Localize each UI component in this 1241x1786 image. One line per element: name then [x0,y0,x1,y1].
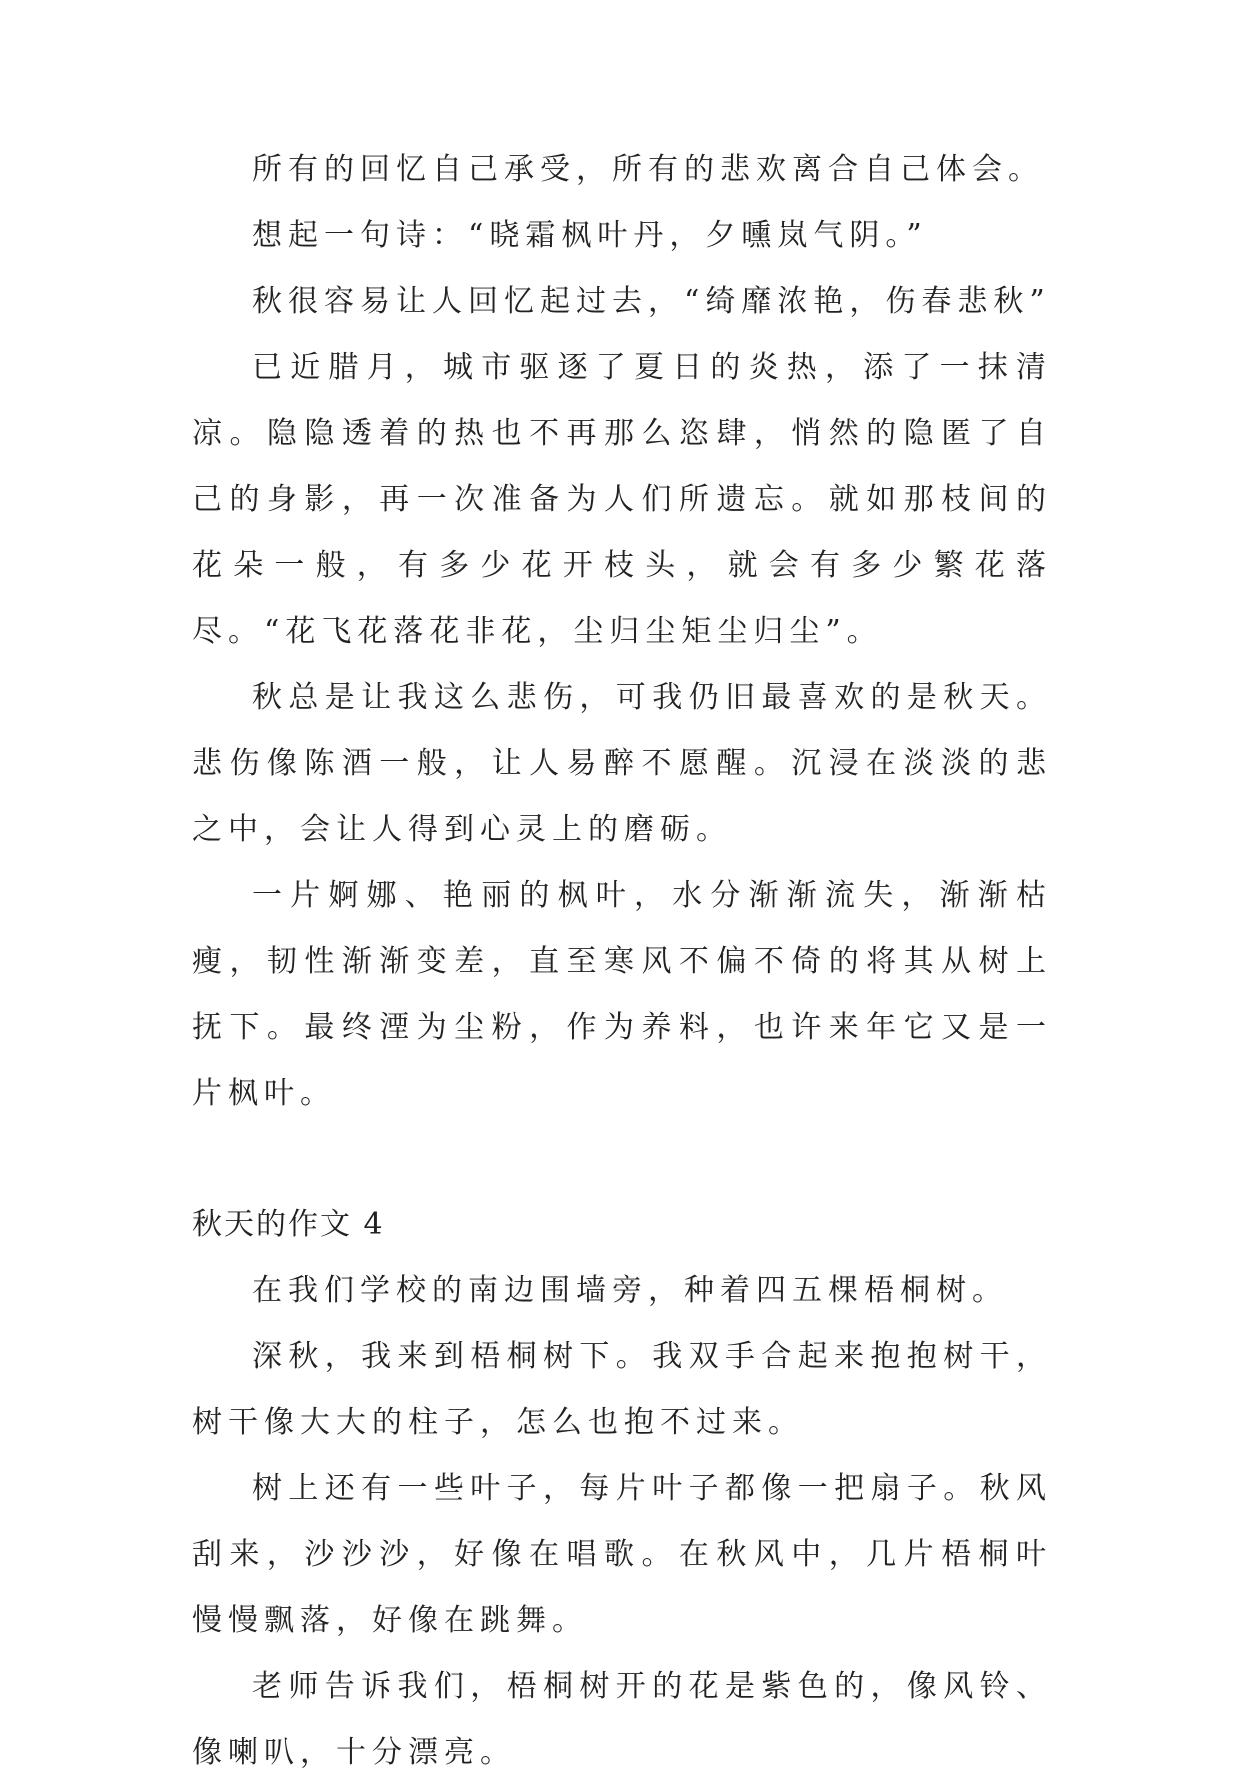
paragraph: 在我们学校的南边围墙旁，种着四五棵梧桐树。 [252,1273,1008,1308]
paragraph: 所有的回忆自己承受，所有的悲欢离合自己体会。 [252,152,1044,187]
section-title: 秋天的作文 4 [192,1207,385,1242]
paragraph: 秋总是让我这么悲伤，可我仍旧最喜欢的是秋天。悲伤像陈酒一般，让人易醉不愿醒。沉浸在淡淡的悲之中，会让人得到心灵上的磨砺。 [192,680,1052,847]
paragraph: 已近腊月，城市驱逐了夏日的炎热，添了一抹清凉。隐隐透着的热也不再那么恣肆，悄然的隐匿了自己的身影，再一次准备为人们所遗忘。就如那枝间的花朵一般，有多少花开枝头，就会有多少繁花落尽。“花飞花落花非花，尘归尘矩尘归尘”。 [192,350,1052,649]
paragraph: 深秋，我来到梧桐树下。我双手合起来抱抱树干，树干像大大的柱子，怎么也抱不过来。 [192,1339,1052,1440]
paragraph: 树上还有一些叶子，每片叶子都像一把扇子。秋风刮来，沙沙沙，好像在唱歌。在秋风中，几片梧桐叶慢慢飘落，好像在跳舞。 [192,1471,1052,1638]
essay-body [192,137,1052,1786]
paragraph: 老师告诉我们，梧桐树开的花是紫色的，像风铃、像喇叭，十分漂亮。 [192,1669,1052,1770]
paragraph: 一片婀娜、艳丽的枫叶，水分渐渐流失，渐渐枯瘦，韧性渐渐变差，直至寒风不偏不倚的将其从树上抚下。最终湮为尘粉，作为养料，也许来年它又是一片枫叶。 [192,878,1052,1111]
paragraph: 秋很容易让人回忆起过去，“绮靡浓艳，伤春悲秋” [252,284,1051,319]
paragraph: 想起一句诗：“晓霜枫叶丹，夕曛岚气阴。” [252,218,928,253]
section-gap [192,1127,1052,1192]
